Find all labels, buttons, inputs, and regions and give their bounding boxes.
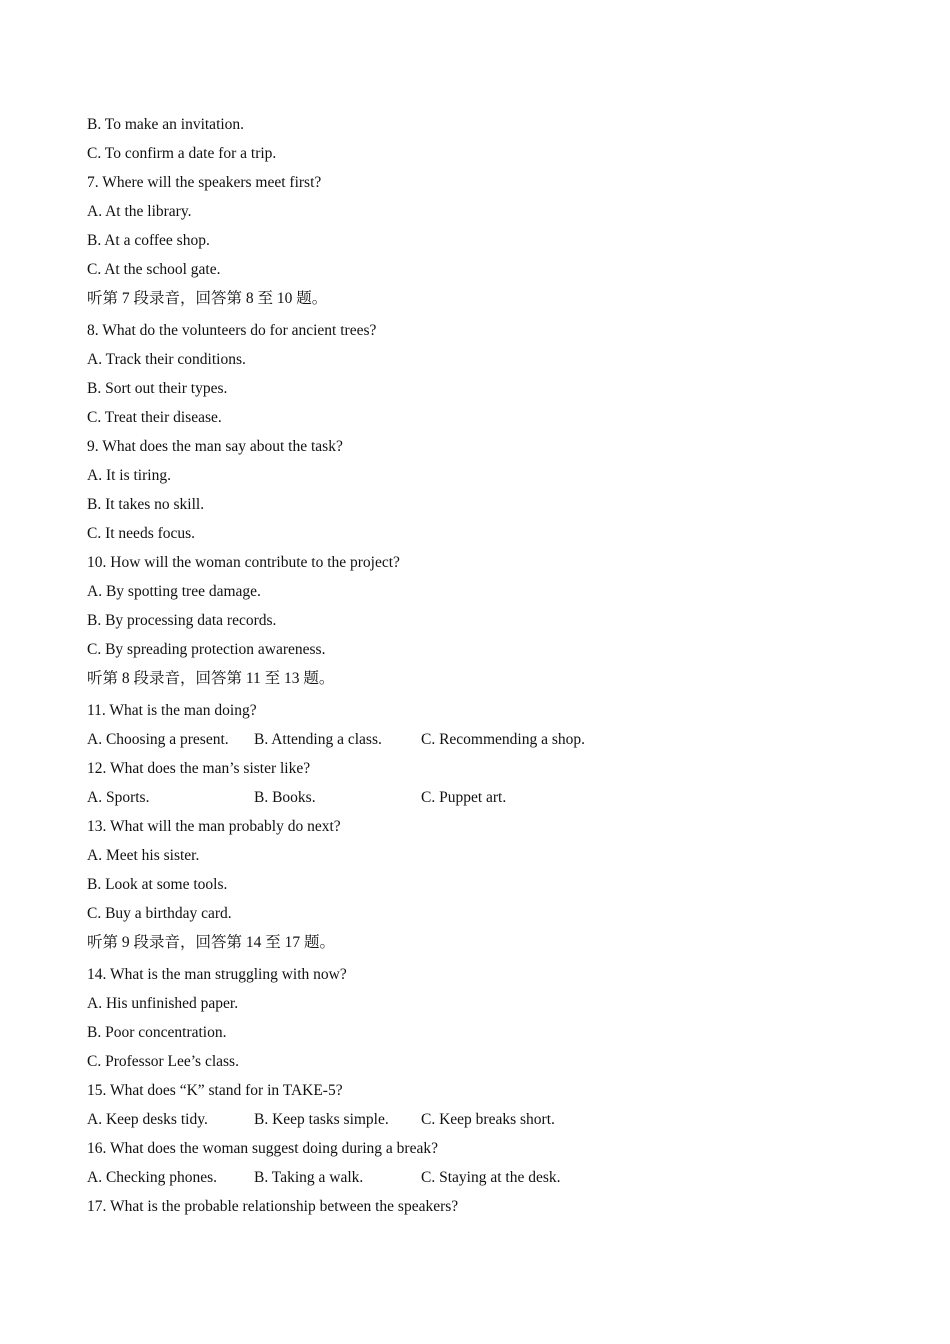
option-text: B. Attending a class. bbox=[254, 731, 382, 748]
section-instruction: 听第 7 段录音，回答第 8 至 10 题。 bbox=[87, 290, 328, 307]
option-text: B. Poor concentration. bbox=[87, 1024, 227, 1041]
question-15: 15. What does “K” stand for in TAKE-5? bbox=[87, 1082, 343, 1099]
option-text: C. Recommending a shop. bbox=[421, 731, 586, 748]
option-text: A. Keep desks tidy. bbox=[87, 1111, 208, 1128]
option-text: A. It is tiring. bbox=[87, 467, 171, 484]
option-text: A. Sports. bbox=[87, 789, 150, 806]
option-text: C. Buy a birthday card. bbox=[87, 905, 232, 922]
option-text: B. Books. bbox=[254, 789, 316, 806]
option-text: C. By spreading protection awareness. bbox=[87, 641, 326, 658]
question-12: 12. What does the man’s sister like? bbox=[87, 760, 311, 777]
option-text: B. To make an invitation. bbox=[87, 116, 245, 133]
question-14: 14. What is the man struggling with now? bbox=[87, 966, 347, 983]
option-text: C. Staying at the desk. bbox=[421, 1169, 561, 1186]
option-text: C. Keep breaks short. bbox=[421, 1111, 555, 1128]
question-17: 17. What is the probable relationship between the speakers? bbox=[87, 1198, 459, 1215]
option-text: B. At a coffee shop. bbox=[87, 232, 210, 249]
question-9: 9. What does the man say about the task? bbox=[87, 438, 343, 455]
option-text: C. Puppet art. bbox=[421, 789, 507, 806]
question-16: 16. What does the woman suggest doing during a break? bbox=[87, 1140, 438, 1157]
question-7: 7. Where will the speakers meet first? bbox=[87, 174, 322, 191]
option-text: C. It needs focus. bbox=[87, 525, 196, 542]
option-text: B. Keep tasks simple. bbox=[254, 1111, 389, 1128]
question-13: 13. What will the man probably do next? bbox=[87, 818, 341, 835]
option-text: C. At the school gate. bbox=[87, 261, 221, 278]
question-11: 11. What is the man doing? bbox=[87, 702, 257, 719]
option-text: C. Treat their disease. bbox=[87, 409, 222, 426]
option-text: C. To confirm a date for a trip. bbox=[87, 145, 277, 162]
option-text: A. Meet his sister. bbox=[87, 847, 200, 864]
option-text: A. At the library. bbox=[87, 203, 192, 220]
option-text: B. Taking a walk. bbox=[254, 1169, 364, 1186]
option-text: B. Look at some tools. bbox=[87, 876, 228, 893]
section-instruction: 听第 9 段录音，回答第 14 至 17 题。 bbox=[87, 934, 336, 951]
option-text: A. His unfinished paper. bbox=[87, 995, 239, 1012]
option-text: A. Choosing a present. bbox=[87, 731, 229, 748]
option-text: A. Track their conditions. bbox=[87, 351, 246, 368]
section-instruction: 听第 8 段录音，回答第 11 至 13 题。 bbox=[87, 670, 335, 687]
option-text: B. It takes no skill. bbox=[87, 496, 205, 513]
option-text: C. Professor Lee’s class. bbox=[87, 1053, 239, 1070]
option-text: B. Sort out their types. bbox=[87, 380, 228, 397]
option-text: A. By spotting tree damage. bbox=[87, 583, 261, 600]
option-text: A. Checking phones. bbox=[87, 1169, 218, 1186]
option-text: B. By processing data records. bbox=[87, 612, 277, 629]
question-10: 10. How will the woman contribute to the project? bbox=[87, 554, 400, 571]
question-8: 8. What do the volunteers do for ancient trees? bbox=[87, 322, 377, 339]
